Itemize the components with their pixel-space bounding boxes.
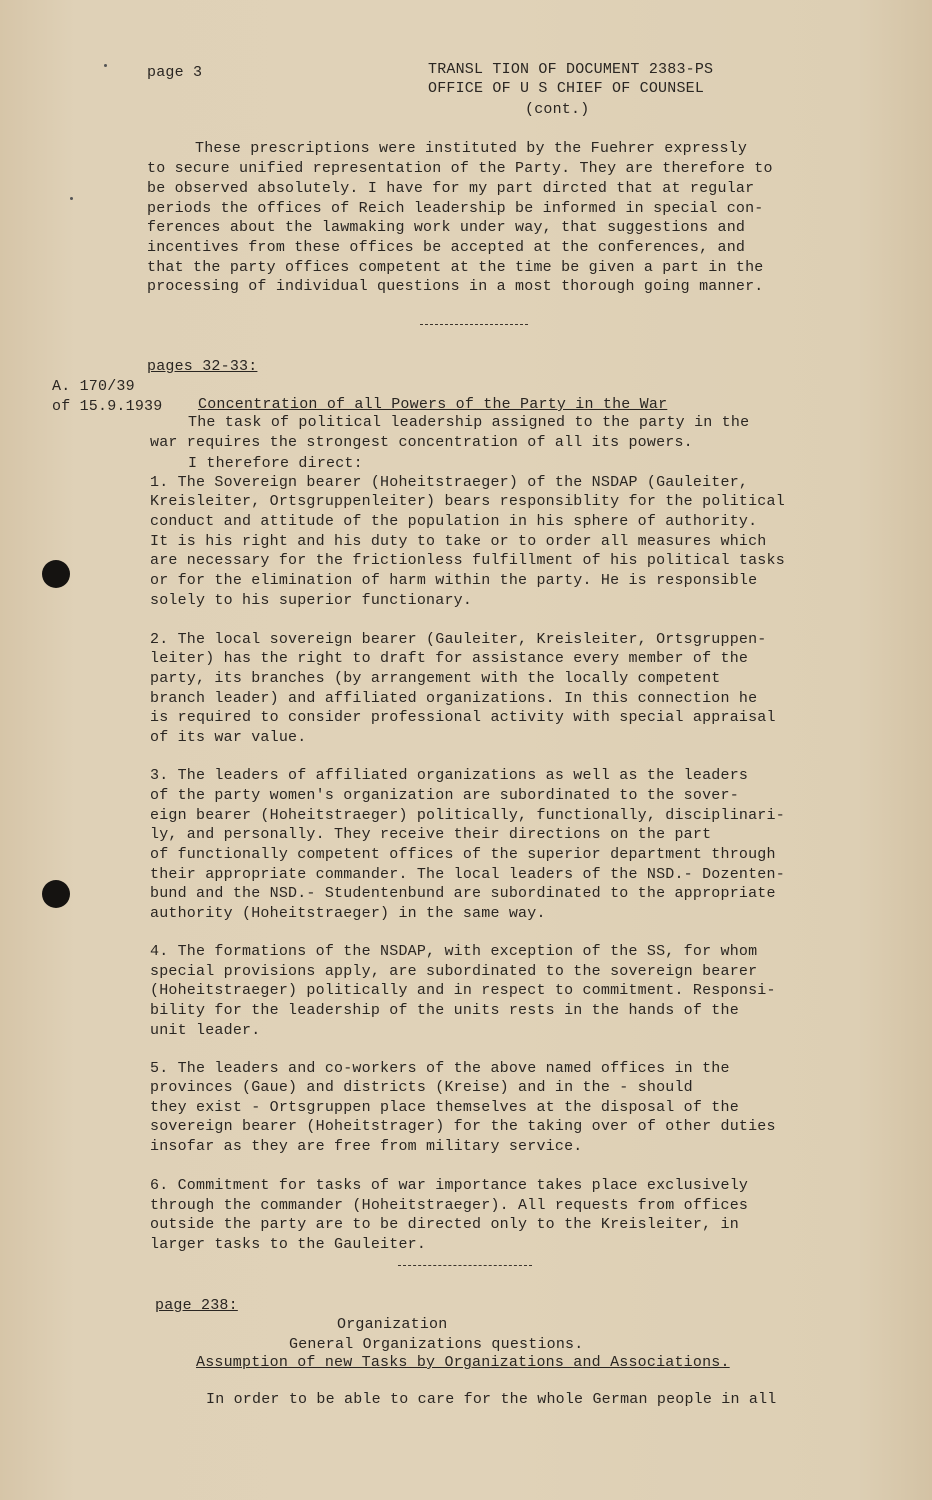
- text-line: unit leader.: [150, 1022, 261, 1039]
- text-line: authority (Hoheitstraeger) in the same way.: [150, 905, 546, 922]
- speck: [70, 197, 73, 200]
- text-line: of the party women's organization are subordinated to the sover-: [150, 787, 739, 804]
- text-line: ferences about the lawmaking work under way, that suggestions and: [147, 219, 746, 236]
- text-line: war requires the strongest concentration of all its powers.: [150, 434, 693, 451]
- text-line: branch leader) and affiliated organizations. In this connection he: [150, 690, 758, 707]
- text-line: 4. The formations of the NSDAP, with exception of the SS, for whom: [150, 943, 758, 960]
- text-line: larger tasks to the Gauleiter.: [150, 1236, 427, 1253]
- section-heading: Concentration of all Powers of the Party in the War: [198, 396, 668, 413]
- text-line: their appropriate commander. The local leaders of the NSD.- Dozenten-: [150, 866, 785, 883]
- text-line: ly, and personally. They receive their directions on the part: [150, 826, 712, 843]
- text-line: are necessary for the frictionless fulfillment of his political tasks: [150, 552, 785, 569]
- text-line: solely to his superior functionary.: [150, 592, 473, 609]
- text-line: In order to be able to care for the whole German people in all: [206, 1391, 777, 1408]
- text-line: bund and the NSD.- Studentenbund are subordinated to the appropriate: [150, 885, 776, 902]
- text-line: 5. The leaders and co-workers of the above named offices in the: [150, 1060, 730, 1077]
- text-line: periods the offices of Reich leadership be informed in special con-: [147, 200, 764, 217]
- text-line: that the party offices competent at the time be given a part in the: [147, 259, 764, 276]
- text-line: 1. The Sovereign bearer (Hoheitstraeger) of the NSDAP (Gauleiter,: [150, 474, 749, 491]
- text-line: of functionally competent offices of the superior department through: [150, 846, 776, 863]
- text-line: special provisions apply, are subordinated to the sovereign bearer: [150, 963, 758, 980]
- text-line: I therefore direct:: [188, 455, 363, 472]
- text-line: provinces (Gaue) and districts (Kreise) and in the - should: [150, 1079, 693, 1096]
- punch-hole: [42, 560, 70, 588]
- pages-reference: page 238:: [155, 1297, 238, 1314]
- text-line: they exist - Ortsgruppen place themselves at the disposal of the: [150, 1099, 739, 1116]
- document-title: TRANSL TION OF DOCUMENT 2383-PS: [428, 61, 714, 78]
- text-line: leiter) has the right to draft for assistance every member of the: [150, 650, 749, 667]
- text-line: These prescriptions were instituted by the Fuehrer expressly: [195, 140, 748, 157]
- text-line: The task of political leadership assigned to the party in the: [188, 414, 750, 431]
- pages-reference: pages 32-33:: [147, 358, 258, 375]
- section-subtitle: General Organizations questions.: [289, 1336, 584, 1353]
- text-line: It is his right and his duty to take or to order all measures which: [150, 533, 767, 550]
- text-line: 3. The leaders of affiliated organizations as well as the leaders: [150, 767, 749, 784]
- text-line: through the commander (Hoheitstraeger). All requests from offices: [150, 1197, 749, 1214]
- punch-hole: [42, 880, 70, 908]
- text-line: conduct and attitude of the population in his sphere of authority.: [150, 513, 758, 530]
- section-divider: [398, 1265, 532, 1266]
- text-line: or for the elimination of harm within the party. He is responsible: [150, 572, 758, 589]
- document-continued: (cont.): [525, 101, 590, 118]
- text-line: party, its branches (by arrangement with the locally competent: [150, 670, 721, 687]
- text-line: 6. Commitment for tasks of war importance takes place exclusively: [150, 1177, 749, 1194]
- section-divider: [420, 324, 528, 325]
- text-line: (Hoheitstraeger) politically and in respect to commitment. Responsi-: [150, 982, 776, 999]
- text-line: be observed absolutely. I have for my part dircted that at regular: [147, 180, 755, 197]
- section-title: Organization: [337, 1316, 448, 1333]
- text-line: outside the party are to be directed only to the Kreisleiter, in: [150, 1216, 739, 1233]
- section-heading: Assumption of new Tasks by Organizations and Associations.: [196, 1354, 730, 1371]
- page-label: page 3: [147, 64, 203, 81]
- text-line: incentives from these offices be accepted at the conferences, and: [147, 239, 746, 256]
- order-number: A. 170/39: [52, 378, 135, 395]
- text-line: bility for the leadership of the units rests in the hands of the: [150, 1002, 739, 1019]
- text-line: 2. The local sovereign bearer (Gauleiter, Kreisleiter, Ortsgruppen-: [150, 631, 767, 648]
- text-line: eign bearer (Hoheitstraeger) politically, functionally, disciplinari-: [150, 807, 785, 824]
- speck: [104, 64, 107, 67]
- text-line: processing of individual questions in a most thorough going manner.: [147, 278, 764, 295]
- text-line: Kreisleiter, Ortsgruppenleiter) bears responsiblity for the political: [150, 493, 785, 510]
- order-date: of 15.9.1939: [52, 398, 163, 415]
- text-line: sovereign bearer (Hoheitstrager) for the taking over of other duties: [150, 1118, 776, 1135]
- text-line: of its war value.: [150, 729, 307, 746]
- text-line: insofar as they are free from military service.: [150, 1138, 583, 1155]
- text-line: to secure unified representation of the Party. They are therefore to: [147, 160, 773, 177]
- text-line: is required to consider professional activity with special appraisal: [150, 709, 776, 726]
- document-office: OFFICE OF U S CHIEF OF COUNSEL: [428, 80, 705, 97]
